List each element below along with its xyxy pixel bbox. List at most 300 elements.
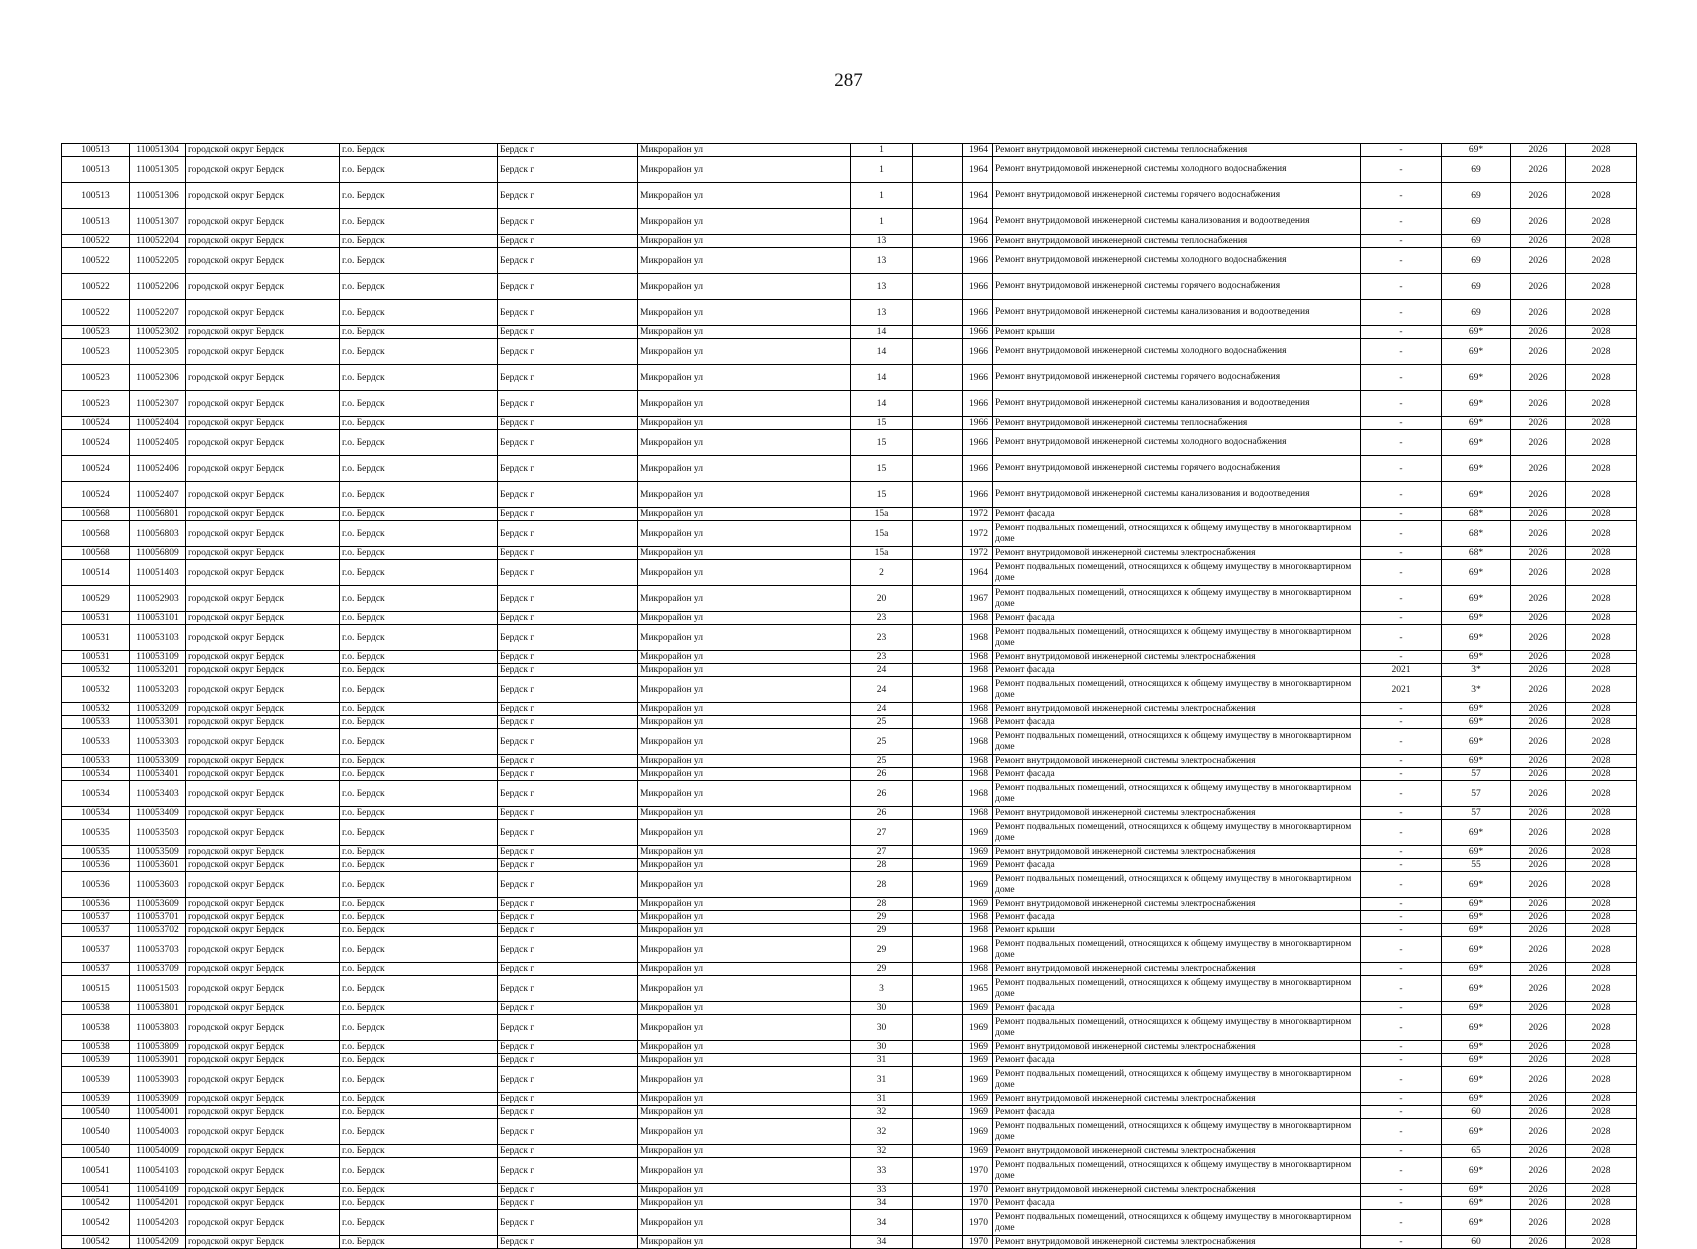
year-built-cell: 1966 [963,391,993,417]
settlement-cell: г.о. Бердск [340,547,498,560]
element-id-cell: 110052204 [130,235,186,248]
street-cell: Микрорайон ул [638,1236,851,1249]
street-cell: Микрорайон ул [638,859,851,872]
street-cell: Микрорайон ул [638,1106,851,1119]
work-type-cell: Ремонт внутридомовой инженерной системы электроснабжения [993,1145,1361,1158]
plan-end-cell: 2028 [1566,1015,1637,1041]
last-repair-cell: - [1361,716,1442,729]
municipality-cell: городской округ Бердск [186,508,340,521]
city-cell: Бердск г [498,248,638,274]
element-id-cell: 110054103 [130,1158,186,1184]
plan-end-cell: 2028 [1566,976,1637,1002]
table-row [62,1041,1637,1054]
street-cell: Микрорайон ул [638,612,851,625]
building-cell [913,1054,963,1067]
house-id-cell: 100524 [62,430,130,456]
plan-start-cell: 2026 [1511,846,1566,859]
house-number-cell: 20 [851,586,913,612]
table-row [62,1054,1637,1067]
table-row [62,482,1637,508]
municipality-cell: городской округ Бердск [186,482,340,508]
last-repair-cell: - [1361,1093,1442,1106]
table-row [62,924,1637,937]
element-id-cell: 110053601 [130,859,186,872]
settlement-cell: г.о. Бердск [340,235,498,248]
plan-start-cell: 2026 [1511,456,1566,482]
plan-start-cell: 2026 [1511,755,1566,768]
year-built-cell: 1969 [963,872,993,898]
municipality-cell: городской округ Бердск [186,235,340,248]
settlement-cell: г.о. Бердск [340,300,498,326]
element-id-cell: 110051304 [130,144,186,157]
settlement-cell: г.о. Бердск [340,768,498,781]
work-type-cell: Ремонт фасада [993,1106,1361,1119]
element-id-cell: 110053301 [130,716,186,729]
house-number-cell: 15а [851,508,913,521]
house-id-cell: 100541 [62,1158,130,1184]
city-cell: Бердск г [498,677,638,703]
last-repair-cell: - [1361,1015,1442,1041]
element-id-cell: 110051305 [130,157,186,183]
house-id-cell: 100534 [62,807,130,820]
house-id-cell: 100513 [62,144,130,157]
plan-end-cell: 2028 [1566,1158,1637,1184]
municipality-cell: городской округ Бердск [186,846,340,859]
year-built-cell: 1966 [963,456,993,482]
last-repair-cell: - [1361,1002,1442,1015]
building-cell [913,1119,963,1145]
city-cell: Бердск г [498,664,638,677]
wear-cell: 69* [1442,1093,1511,1106]
street-cell: Микрорайон ул [638,716,851,729]
last-repair-cell: - [1361,612,1442,625]
year-built-cell: 1966 [963,430,993,456]
work-type-cell: Ремонт фасада [993,612,1361,625]
city-cell: Бердск г [498,963,638,976]
last-repair-cell: - [1361,1106,1442,1119]
year-built-cell: 1968 [963,664,993,677]
municipality-cell: городской округ Бердск [186,1054,340,1067]
settlement-cell: г.о. Бердск [340,1145,498,1158]
building-cell [913,703,963,716]
work-type-cell: Ремонт подвальных помещений, относящихся к общему имуществу в многоквартирном доме [993,872,1361,898]
plan-start-cell: 2026 [1511,1041,1566,1054]
plan-start-cell: 2026 [1511,768,1566,781]
house-id-cell: 100535 [62,820,130,846]
element-id-cell: 110052302 [130,326,186,339]
table-row [62,651,1637,664]
municipality-cell: городской округ Бердск [186,339,340,365]
house-id-cell: 100537 [62,924,130,937]
street-cell: Микрорайон ул [638,976,851,1002]
plan-start-cell: 2026 [1511,157,1566,183]
house-number-cell: 13 [851,248,913,274]
year-built-cell: 1970 [963,1158,993,1184]
city-cell: Бердск г [498,430,638,456]
plan-end-cell: 2028 [1566,235,1637,248]
work-type-cell: Ремонт подвальных помещений, относящихся к общему имуществу в многоквартирном доме [993,781,1361,807]
plan-start-cell: 2026 [1511,807,1566,820]
house-number-cell: 24 [851,703,913,716]
city-cell: Бердск г [498,1054,638,1067]
house-number-cell: 3 [851,976,913,1002]
wear-cell: 69* [1442,911,1511,924]
table-row [62,846,1637,859]
element-id-cell: 110053403 [130,781,186,807]
element-id-cell: 110056809 [130,547,186,560]
table-row [62,1093,1637,1106]
wear-cell: 69* [1442,430,1511,456]
last-repair-cell: - [1361,560,1442,586]
last-repair-cell: - [1361,807,1442,820]
building-cell [913,482,963,508]
house-id-cell: 100538 [62,1041,130,1054]
plan-end-cell: 2028 [1566,729,1637,755]
year-built-cell: 1968 [963,963,993,976]
settlement-cell: г.о. Бердск [340,703,498,716]
work-type-cell: Ремонт подвальных помещений, относящихся к общему имуществу в многоквартирном доме [993,586,1361,612]
building-cell [913,1106,963,1119]
house-number-cell: 13 [851,235,913,248]
plan-end-cell: 2028 [1566,716,1637,729]
building-cell [913,820,963,846]
house-number-cell: 15 [851,417,913,430]
house-number-cell: 27 [851,820,913,846]
settlement-cell: г.о. Бердск [340,729,498,755]
building-cell [913,300,963,326]
last-repair-cell: - [1361,508,1442,521]
page-number: 287 [834,70,863,91]
plan-end-cell: 2028 [1566,963,1637,976]
wear-cell: 69* [1442,755,1511,768]
work-type-cell: Ремонт внутридомовой инженерной системы электроснабжения [993,1093,1361,1106]
element-id-cell: 110053603 [130,872,186,898]
city-cell: Бердск г [498,1015,638,1041]
last-repair-cell: - [1361,1158,1442,1184]
city-cell: Бердск г [498,209,638,235]
municipality-cell: городской округ Бердск [186,1002,340,1015]
work-type-cell: Ремонт внутридомовой инженерной системы электроснабжения [993,547,1361,560]
plan-start-cell: 2026 [1511,1093,1566,1106]
year-built-cell: 1964 [963,183,993,209]
municipality-cell: городской округ Бердск [186,859,340,872]
municipality-cell: городской округ Бердск [186,1197,340,1210]
table-row [62,339,1637,365]
year-built-cell: 1966 [963,235,993,248]
street-cell: Микрорайон ул [638,1093,851,1106]
element-id-cell: 110052407 [130,482,186,508]
house-id-cell: 100524 [62,482,130,508]
street-cell: Микрорайон ул [638,937,851,963]
wear-cell: 65 [1442,1145,1511,1158]
element-id-cell: 110052405 [130,430,186,456]
year-built-cell: 1969 [963,1054,993,1067]
last-repair-cell: - [1361,456,1442,482]
table-row [62,1119,1637,1145]
street-cell: Микрорайон ул [638,820,851,846]
street-cell: Микрорайон ул [638,300,851,326]
municipality-cell: городской округ Бердск [186,1145,340,1158]
wear-cell: 69* [1442,872,1511,898]
street-cell: Микрорайон ул [638,846,851,859]
element-id-cell: 110054209 [130,1236,186,1249]
repair-schedule-table [61,143,1637,1249]
element-id-cell: 110052903 [130,586,186,612]
last-repair-cell: - [1361,144,1442,157]
house-id-cell: 100568 [62,521,130,547]
wear-cell: 57 [1442,807,1511,820]
work-type-cell: Ремонт внутридомовой инженерной системы холодного водоснабжения [993,157,1361,183]
settlement-cell: г.о. Бердск [340,560,498,586]
municipality-cell: городской округ Бердск [186,547,340,560]
city-cell: Бердск г [498,1067,638,1093]
city-cell: Бердск г [498,1002,638,1015]
settlement-cell: г.о. Бердск [340,1197,498,1210]
building-cell [913,1184,963,1197]
plan-end-cell: 2028 [1566,651,1637,664]
plan-start-cell: 2026 [1511,729,1566,755]
settlement-cell: г.о. Бердск [340,755,498,768]
wear-cell: 69* [1442,820,1511,846]
wear-cell: 69* [1442,365,1511,391]
year-built-cell: 1972 [963,521,993,547]
element-id-cell: 110056801 [130,508,186,521]
municipality-cell: городской округ Бердск [186,1184,340,1197]
plan-start-cell: 2026 [1511,560,1566,586]
plan-end-cell: 2028 [1566,547,1637,560]
building-cell [913,781,963,807]
wear-cell: 69* [1442,560,1511,586]
plan-end-cell: 2028 [1566,859,1637,872]
last-repair-cell: - [1361,651,1442,664]
municipality-cell: городской округ Бердск [186,1119,340,1145]
street-cell: Микрорайон ул [638,430,851,456]
house-number-cell: 24 [851,677,913,703]
house-number-cell: 30 [851,1041,913,1054]
year-built-cell: 1969 [963,1015,993,1041]
wear-cell: 69 [1442,157,1511,183]
city-cell: Бердск г [498,911,638,924]
wear-cell: 69* [1442,716,1511,729]
table-row [62,703,1637,716]
settlement-cell: г.о. Бердск [340,1210,498,1236]
plan-end-cell: 2028 [1566,508,1637,521]
plan-end-cell: 2028 [1566,612,1637,625]
house-id-cell: 100537 [62,963,130,976]
street-cell: Микрорайон ул [638,924,851,937]
settlement-cell: г.о. Бердск [340,365,498,391]
last-repair-cell: - [1361,963,1442,976]
plan-start-cell: 2026 [1511,1236,1566,1249]
plan-start-cell: 2026 [1511,664,1566,677]
municipality-cell: городской округ Бердск [186,560,340,586]
plan-start-cell: 2026 [1511,547,1566,560]
plan-end-cell: 2028 [1566,274,1637,300]
building-cell [913,248,963,274]
house-number-cell: 1 [851,209,913,235]
city-cell: Бердск г [498,716,638,729]
last-repair-cell: - [1361,820,1442,846]
last-repair-cell: - [1361,703,1442,716]
element-id-cell: 110053903 [130,1067,186,1093]
work-type-cell: Ремонт фасада [993,1002,1361,1015]
house-number-cell: 23 [851,612,913,625]
house-number-cell: 32 [851,1106,913,1119]
street-cell: Микрорайон ул [638,963,851,976]
street-cell: Микрорайон ул [638,898,851,911]
plan-end-cell: 2028 [1566,898,1637,911]
house-id-cell: 100533 [62,729,130,755]
house-id-cell: 100531 [62,625,130,651]
plan-end-cell: 2028 [1566,846,1637,859]
plan-end-cell: 2028 [1566,820,1637,846]
work-type-cell: Ремонт внутридомовой инженерной системы теплоснабжения [993,417,1361,430]
building-cell [913,755,963,768]
work-type-cell: Ремонт фасада [993,859,1361,872]
house-id-cell: 100539 [62,1054,130,1067]
building-cell [913,456,963,482]
table-row [62,391,1637,417]
work-type-cell: Ремонт крыши [993,924,1361,937]
year-built-cell: 1969 [963,1067,993,1093]
table-row [62,326,1637,339]
element-id-cell: 110053503 [130,820,186,846]
house-id-cell: 100523 [62,365,130,391]
house-id-cell: 100542 [62,1236,130,1249]
plan-end-cell: 2028 [1566,1197,1637,1210]
settlement-cell: г.о. Бердск [340,976,498,1002]
house-number-cell: 15а [851,521,913,547]
municipality-cell: городской округ Бердск [186,300,340,326]
plan-start-cell: 2026 [1511,300,1566,326]
wear-cell: 69* [1442,326,1511,339]
element-id-cell: 110053703 [130,937,186,963]
work-type-cell: Ремонт внутридомовой инженерной системы электроснабжения [993,1041,1361,1054]
municipality-cell: городской округ Бердск [186,417,340,430]
plan-start-cell: 2026 [1511,326,1566,339]
street-cell: Микрорайон ул [638,651,851,664]
table-row [62,586,1637,612]
table-row [62,872,1637,898]
building-cell [913,365,963,391]
house-id-cell: 100537 [62,937,130,963]
work-type-cell: Ремонт фасада [993,768,1361,781]
plan-start-cell: 2026 [1511,781,1566,807]
settlement-cell: г.о. Бердск [340,1054,498,1067]
year-built-cell: 1968 [963,677,993,703]
wear-cell: 57 [1442,768,1511,781]
plan-start-cell: 2026 [1511,924,1566,937]
work-type-cell: Ремонт внутридомовой инженерной системы электроснабжения [993,898,1361,911]
work-type-cell: Ремонт внутридомовой инженерной системы теплоснабжения [993,235,1361,248]
street-cell: Микрорайон ул [638,547,851,560]
wear-cell: 69* [1442,937,1511,963]
plan-end-cell: 2028 [1566,1054,1637,1067]
element-id-cell: 110052207 [130,300,186,326]
plan-start-cell: 2026 [1511,716,1566,729]
street-cell: Микрорайон ул [638,365,851,391]
building-cell [913,729,963,755]
plan-end-cell: 2028 [1566,1093,1637,1106]
last-repair-cell: - [1361,1210,1442,1236]
house-id-cell: 100540 [62,1119,130,1145]
street-cell: Микрорайон ул [638,274,851,300]
city-cell: Бердск г [498,1236,638,1249]
city-cell: Бердск г [498,703,638,716]
municipality-cell: городской округ Бердск [186,937,340,963]
municipality-cell: городской округ Бердск [186,976,340,1002]
building-cell [913,807,963,820]
year-built-cell: 1970 [963,1184,993,1197]
wear-cell: 69* [1442,417,1511,430]
plan-start-cell: 2026 [1511,248,1566,274]
street-cell: Микрорайон ул [638,1158,851,1184]
city-cell: Бердск г [498,768,638,781]
work-type-cell: Ремонт подвальных помещений, относящихся к общему имуществу в многоквартирном доме [993,976,1361,1002]
work-type-cell: Ремонт подвальных помещений, относящихся к общему имуществу в многоквартирном доме [993,1015,1361,1041]
last-repair-cell: - [1361,729,1442,755]
plan-end-cell: 2028 [1566,1106,1637,1119]
municipality-cell: городской округ Бердск [186,807,340,820]
wear-cell: 69* [1442,1002,1511,1015]
last-repair-cell: - [1361,1236,1442,1249]
work-type-cell: Ремонт внутридомовой инженерной системы холодного водоснабжения [993,430,1361,456]
house-number-cell: 28 [851,859,913,872]
year-built-cell: 1965 [963,976,993,1002]
year-built-cell: 1966 [963,482,993,508]
city-cell: Бердск г [498,365,638,391]
work-type-cell: Ремонт внутридомовой инженерной системы канализования и водоотведения [993,391,1361,417]
street-cell: Микрорайон ул [638,508,851,521]
plan-end-cell: 2028 [1566,1184,1637,1197]
plan-start-cell: 2026 [1511,482,1566,508]
municipality-cell: городской округ Бердск [186,625,340,651]
building-cell [913,339,963,365]
street-cell: Микрорайон ул [638,417,851,430]
street-cell: Микрорайон ул [638,703,851,716]
work-type-cell: Ремонт фасада [993,1197,1361,1210]
last-repair-cell: 2021 [1361,664,1442,677]
table-row [62,716,1637,729]
last-repair-cell: - [1361,1054,1442,1067]
city-cell: Бердск г [498,846,638,859]
plan-end-cell: 2028 [1566,911,1637,924]
house-id-cell: 100515 [62,976,130,1002]
work-type-cell: Ремонт фасада [993,911,1361,924]
plan-end-cell: 2028 [1566,365,1637,391]
year-built-cell: 1966 [963,248,993,274]
house-id-cell: 100538 [62,1002,130,1015]
plan-end-cell: 2028 [1566,781,1637,807]
table-row [62,755,1637,768]
house-number-cell: 28 [851,898,913,911]
table-body [62,144,1637,1249]
street-cell: Микрорайон ул [638,755,851,768]
settlement-cell: г.о. Бердск [340,1002,498,1015]
work-type-cell: Ремонт подвальных помещений, относящихся к общему имуществу в многоквартирном доме [993,560,1361,586]
municipality-cell: городской округ Бердск [186,755,340,768]
year-built-cell: 1972 [963,508,993,521]
municipality-cell: городской округ Бердск [186,521,340,547]
street-cell: Микрорайон ул [638,482,851,508]
house-number-cell: 34 [851,1197,913,1210]
year-built-cell: 1968 [963,781,993,807]
settlement-cell: г.о. Бердск [340,274,498,300]
house-number-cell: 13 [851,300,913,326]
plan-start-cell: 2026 [1511,976,1566,1002]
building-cell [913,183,963,209]
house-id-cell: 100532 [62,703,130,716]
